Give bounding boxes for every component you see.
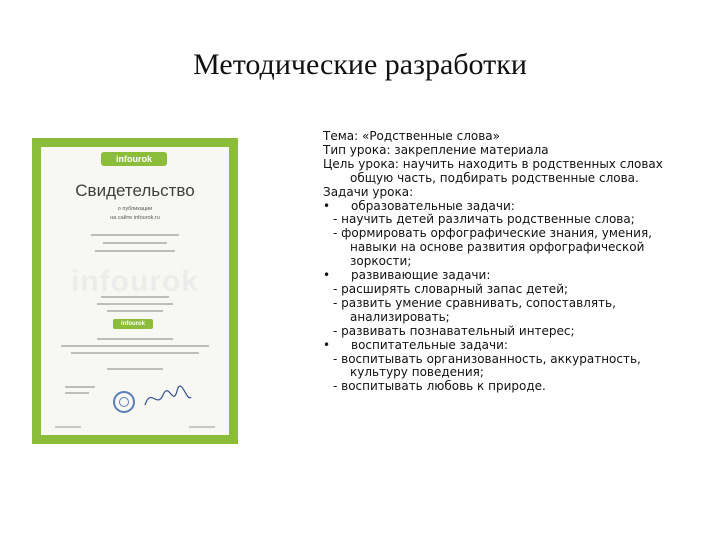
certificate-paper xyxy=(41,147,229,435)
task-item-continuation: навыки на основе развития орфографической xyxy=(350,240,645,255)
certificate-footer-lines xyxy=(41,147,229,435)
task-item: - развивать познавательный интерес; xyxy=(333,323,575,338)
certificate-watermark: infourok xyxy=(71,265,199,298)
task-item: - формировать орфографические знания, умения, xyxy=(333,226,652,241)
certificate-subtitle-line-1: о публикации xyxy=(117,206,153,212)
certificate-subtitle-line-2: на сайте infourok.ru xyxy=(110,215,160,221)
task-item-continuation: культуру поведения; xyxy=(350,365,484,380)
bullet-icon: • xyxy=(323,198,331,213)
tasks-heading: Задачи урока: xyxy=(323,184,414,199)
task-item: - воспитывать организованность, аккуратность, xyxy=(333,351,641,366)
certificate-logo-bottom: infourok xyxy=(113,319,153,329)
task-item-continuation: зоркости; xyxy=(350,254,412,269)
lesson-description xyxy=(323,130,683,394)
task-item: - воспитывать любовь к природе. xyxy=(333,379,546,394)
task-group-title: развивающие задачи: xyxy=(351,268,491,283)
task-item-continuation: анализировать; xyxy=(350,309,450,324)
task-group-educational xyxy=(323,200,683,214)
slide-title: Методические разработки xyxy=(193,48,527,81)
task-item: - расширять словарный запас детей; xyxy=(333,281,569,296)
certificate-logo: infourok xyxy=(101,152,167,166)
lesson-type: Тип урока: закрепление материала xyxy=(323,142,549,157)
certificate-heading: Свидетельство xyxy=(75,181,195,200)
task-group-developmental xyxy=(323,269,683,283)
task-group-upbringing xyxy=(323,339,683,353)
bullet-icon: • xyxy=(323,337,331,352)
task-item: - развить умение сравнивать, сопоставлять, xyxy=(333,295,616,310)
lesson-goal-continuation: общую часть, подбирать родственные слова. xyxy=(350,170,639,185)
task-group-title: образовательные задачи: xyxy=(351,198,515,213)
lesson-goal xyxy=(323,158,683,172)
task-item: - научить детей различать родственные слова; xyxy=(333,212,635,227)
task-group-title: воспитательные задачи: xyxy=(351,337,508,352)
bullet-icon: • xyxy=(323,268,331,283)
certificate-image xyxy=(32,138,238,444)
lesson-goal-line-1: Цель урока: научить находить в родственных словах xyxy=(323,156,663,171)
lesson-topic: Тема: «Родственные слова» xyxy=(323,129,500,143)
